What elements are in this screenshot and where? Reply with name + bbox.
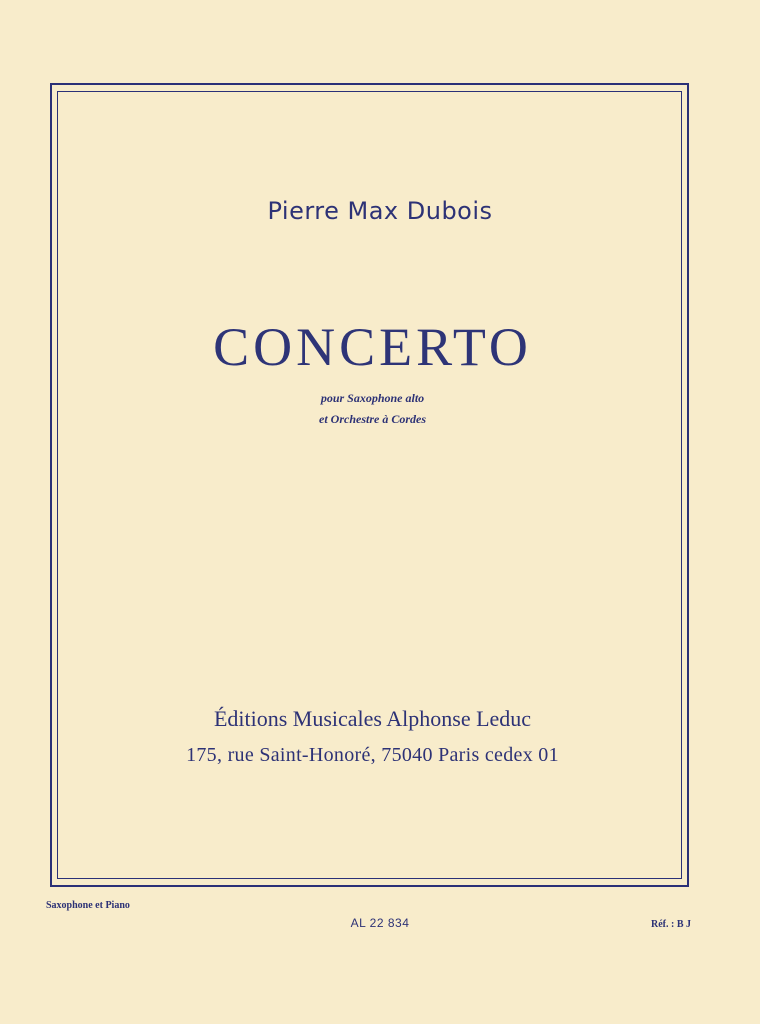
subtitle-instrumentation-line1: pour Saxophone alto xyxy=(320,391,425,405)
reference-code: Réf. : B J xyxy=(651,919,691,930)
composer-name: Pierre Max Dubois xyxy=(267,197,493,225)
subtitle-instrumentation-line2: et Orchestre à Cordes xyxy=(319,412,426,426)
publisher-address: 175, rue Saint-Honoré, 75040 Paris cedex 01 xyxy=(186,744,559,766)
edition-label: Saxophone et Piano xyxy=(46,900,130,911)
work-title: CONCERTO xyxy=(213,317,532,377)
publisher-name: Éditions Musicales Alphonse Leduc xyxy=(213,706,532,731)
catalog-number: AL 22 834 xyxy=(350,916,410,930)
